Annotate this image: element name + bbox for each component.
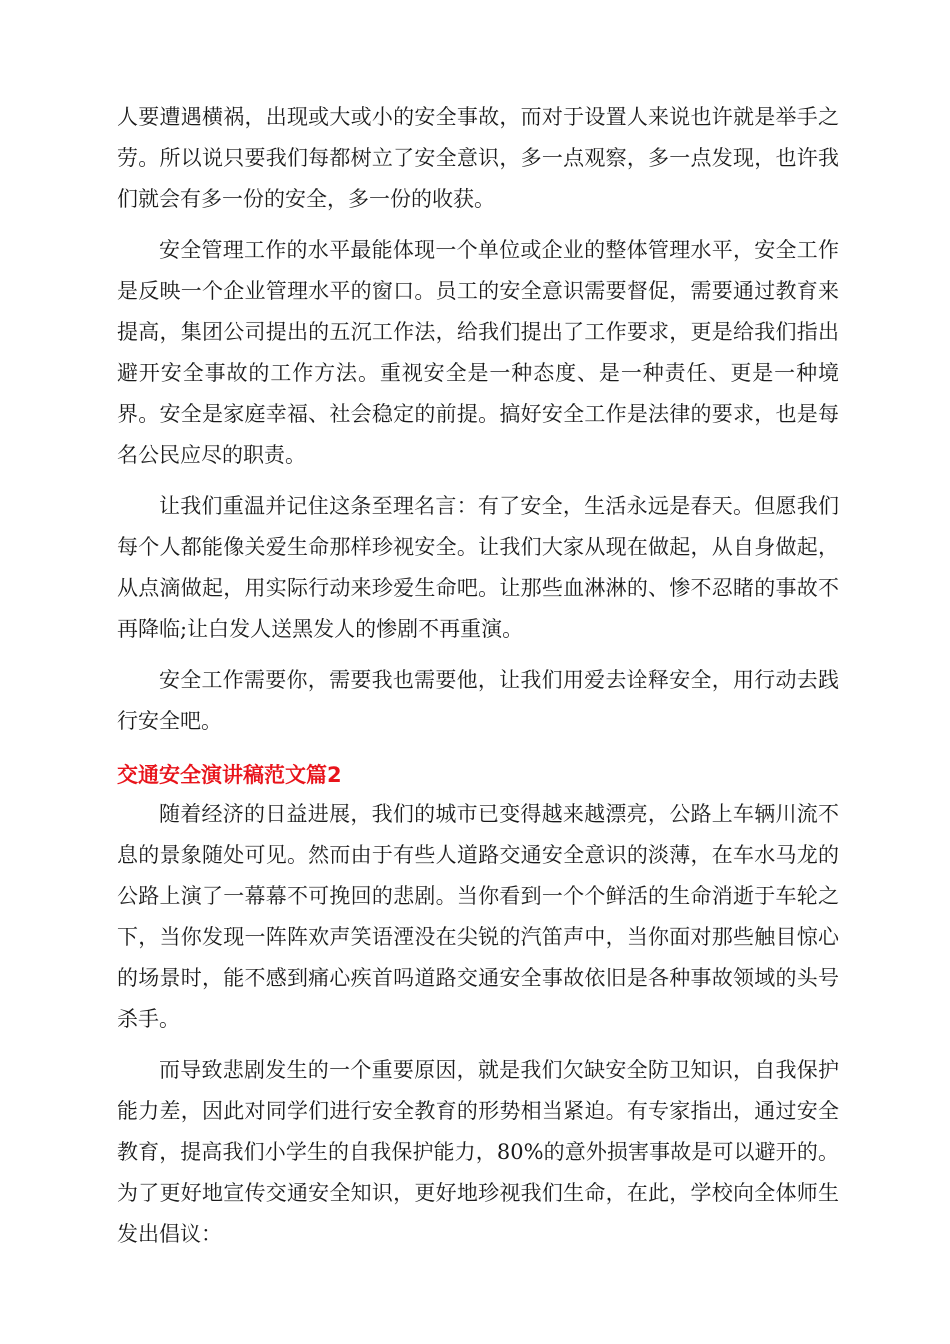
document-body — [117, 97, 839, 1255]
section-heading: 交通安全演讲稿范文篇2 — [117, 763, 342, 787]
paragraph-traffic-education: 而导致悲剧发生的一个重要原因，就是我们欠缺安全防卫知识，自我保护能力差，因此对同学们进行安全教育的形势相当紧迫。有专家指出，通过安全教育，提高我们小学生的自我保护能力，80%的意外损害事故是可以避开的。为了更好地宣传交通安全知识，更好地珍视我们生命，在此，学校向全体师生发出倡议： — [117, 1058, 839, 1246]
paragraph-safety-management: 安全管理工作的水平最能体现一个单位或企业的整体管理水平，安全工作是反映一个企业管理水平的窗口。员工的安全意识需要督促，需要通过教育来提高，集团公司提出的五沉工作法，给我们提出了工作要求，更是给我们指出避开安全事故的工作方法。重视安全是一种态度、是一种责任、更是一种境界。安全是家庭幸福、社会稳定的前提。搞好安全工作是法律的要求，也是每名公民应尽的职责。 — [117, 238, 839, 467]
paragraph-traffic-intro: 随着经济的日益进展，我们的城市已变得越来越漂亮，公路上车辆川流不息的景象随处可见。然而由于有些人道路交通安全意识的淡薄，在车水马龙的公路上演了一幕幕不可挽回的悲剧。当你看到一个个鲜活的生命消逝于车轮之下，当你发现一阵阵欢声笑语湮没在尖锐的汽笛声中，当你面对那些触目惊心的场景时，能不感到痛心疾首吗道路交通安全事故依旧是各种事故领域的头号杀手。 — [117, 802, 839, 1031]
paragraph-call-to-action: 安全工作需要你，需要我也需要他，让我们用爱去诠释安全，用行动去践行安全吧。 — [117, 668, 839, 733]
paragraph-continued: 人要遭遇横祸，出现或大或小的安全事故，而对于设置人来说也许就是举手之劳。所以说只要我们每都树立了安全意识，多一点观察，多一点发现，也许我们就会有多一份的安全，多一份的收获。 — [117, 105, 839, 211]
paragraph-motto: 让我们重温并记住这条至理名言：有了安全，生活永远是春天。但愿我们每个人都能像关爱生命那样珍视安全。让我们大家从现在做起，从自身做起，从点滴做起，用实际行动来珍爱生命吧。让那些血淋淋的、惨不忍睹的事故不再降临;让白发人送黑发人的惨剧不再重演。 — [117, 494, 839, 641]
